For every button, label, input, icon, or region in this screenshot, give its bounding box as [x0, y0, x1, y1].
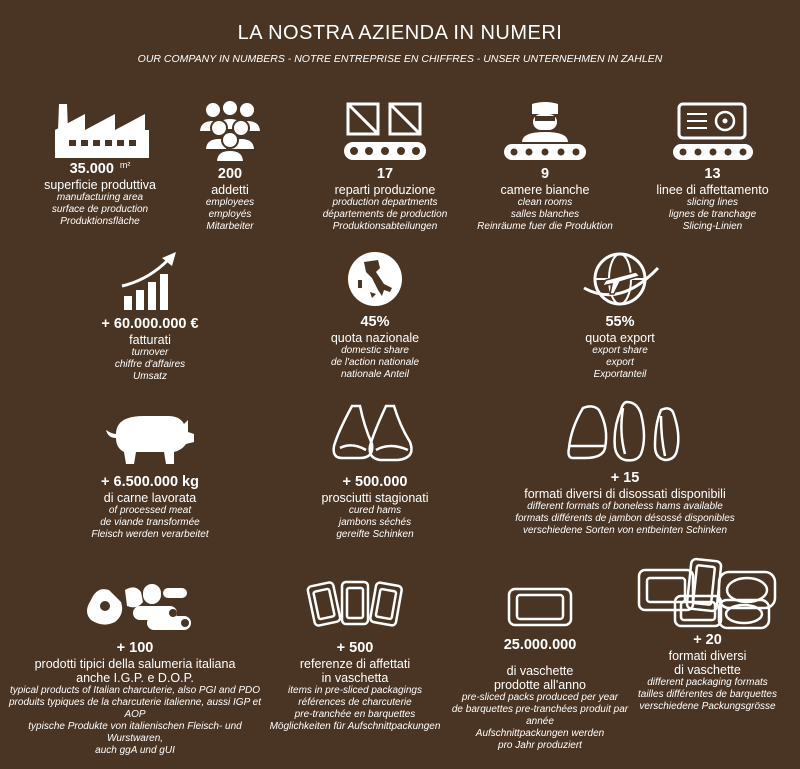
stat-employees — [165, 100, 295, 233]
stat-translation: Produktionsabteilungen — [332, 221, 438, 232]
stat-translation: chiffre d'affaires — [114, 359, 186, 370]
stat-translation: salles blanches — [510, 209, 580, 220]
stat-translation: Mitarbeiter — [206, 221, 254, 232]
stat-label: linee di affettamento — [656, 183, 769, 197]
stat-value: 35.000 — [69, 161, 114, 177]
stat-label: di carne lavorata — [103, 491, 197, 505]
stat-translation: références de charcuterie — [298, 697, 412, 708]
stat-value: 9 — [540, 166, 550, 182]
stat-translation: production departments — [332, 197, 438, 208]
stat-translation: items in pre-sliced packagings — [288, 685, 422, 696]
people-icon — [195, 100, 265, 162]
stat-translation: de barquettes pre-tranchées produit par année — [451, 704, 629, 727]
stat-translation: gereifte Schinken — [336, 529, 414, 540]
stat-label: addetti — [211, 183, 249, 197]
stat-label: fatturati — [129, 333, 171, 347]
stat-translation: domestic share — [341, 345, 409, 356]
stat-translation: employees — [205, 197, 255, 208]
stat-translation: manufacturing area — [56, 192, 144, 203]
page-subtitle: OUR COMPANY IN NUMBERS - NOTRE ENTREPRISE EN CHIFFRES - UNSER UNTERNEHMEN IN ZAHLEN — [137, 53, 663, 65]
stat-translation: verschiedene Packungsgrösse — [639, 701, 776, 712]
stat-label: referenze di affettati — [299, 657, 411, 671]
trays-icon — [307, 574, 403, 636]
stat-domestic-share — [290, 250, 460, 381]
stat-translation: turnover — [131, 347, 169, 358]
stat-label: quota nazionale — [330, 331, 420, 345]
stat-translation: nationale Anteil — [340, 369, 409, 380]
stat-translation: produits typiques de la charcuterie italienne, aussi IGP et AOP — [9, 697, 261, 720]
stat-translation: départements de production — [322, 209, 448, 220]
stat-value: + 20 — [693, 632, 722, 648]
stat-translation: surface de production — [51, 204, 149, 215]
charcuterie-icon — [77, 580, 193, 636]
factory-icon — [45, 100, 155, 158]
stat-label: reparti produzione — [334, 183, 436, 197]
stat-translation: export — [606, 357, 634, 368]
stat-processed-meat — [45, 410, 255, 541]
stat-translation: tailles différentes de barquettes — [638, 689, 777, 700]
stat-translation: pre-tranchée en barquettes — [294, 709, 416, 720]
stat-label: prosciutti stagionati — [321, 491, 429, 505]
stat-translation: Möglichkeiten für Aufschnittpackungen — [269, 721, 441, 732]
stat-translation: typische Produkte von italienischen Fleisch- und Wurstwaren, — [28, 721, 242, 744]
stat-translation: typical products of Italian charcuterie, also PGI and PDO — [9, 685, 261, 696]
stat-label: di vaschette — [674, 663, 741, 677]
stat-value: 45% — [360, 314, 390, 330]
italy-map-icon — [346, 250, 404, 308]
stat-label: in vaschetta — [321, 671, 389, 685]
stat-translation: pre-sliced packs produced per year — [461, 692, 619, 703]
stat-value: + 500.000 — [342, 474, 408, 490]
stat-translation: Produktionsfläche — [60, 216, 140, 227]
stat-cured-hams — [280, 402, 470, 541]
stat-label: formati diversi — [668, 649, 747, 663]
stat-label: quota export — [585, 331, 655, 345]
stat-translation: clean rooms — [517, 197, 573, 208]
stat-boneless-formats — [480, 398, 770, 537]
stat-translation: different formats of boneless hams available — [527, 501, 723, 512]
stat-translation: slicing lines — [686, 197, 739, 208]
stat-label: prodotte all'anno — [493, 678, 587, 692]
single-tray-icon — [505, 585, 575, 629]
boneless-hams-icon — [565, 398, 685, 464]
stat-translation: de l'action nationale — [330, 357, 420, 368]
stat-translation: pro Jahr produziert — [498, 740, 582, 751]
packaging-formats-icon — [635, 556, 781, 630]
stat-export-share — [535, 250, 705, 381]
stat-typical-products — [0, 580, 270, 757]
stat-packaging-formats — [615, 556, 800, 713]
stat-translation: of processed meat — [108, 505, 192, 516]
stat-value: + 500 — [336, 640, 374, 656]
stat-translation: Reinräume fuer die Produktion — [477, 221, 613, 232]
stat-label: di vaschette — [506, 664, 574, 678]
globe-plane-icon — [580, 250, 660, 308]
stat-value: 13 — [704, 166, 721, 182]
clean-room-worker-icon — [502, 100, 588, 162]
stat-value: 25.000.000 — [503, 637, 577, 653]
stat-value: + 15 — [610, 470, 640, 486]
hams-icon — [330, 402, 420, 466]
conveyor-boxes-icon — [342, 100, 428, 162]
stat-slicing-lines — [625, 100, 800, 233]
stat-translation: de viande transformée — [100, 517, 200, 528]
stat-sliced-references — [260, 574, 450, 733]
stat-clean-rooms — [455, 100, 635, 233]
stat-value: 200 — [217, 166, 243, 182]
stat-value: + 60.000.000 € — [101, 316, 199, 332]
stat-label: camere bianche — [500, 183, 590, 197]
stat-translation: auch ggA und gUI — [95, 745, 175, 756]
stat-value: + 100 — [116, 640, 154, 656]
stat-label: formati diversi di disossati disponibili — [524, 487, 726, 501]
stat-label: prodotti tipici della salumeria italiana — [34, 657, 236, 671]
stat-translation: Slicing-Linien — [682, 221, 743, 232]
stat-trays-per-year — [440, 585, 640, 752]
stat-translation: jambons séchés — [338, 517, 412, 528]
pig-icon — [102, 410, 198, 466]
stat-unit: m² — [119, 160, 131, 170]
stat-translation: Fleisch werden verarbeitet — [91, 529, 209, 540]
stat-value: 55% — [605, 314, 635, 330]
stat-translation: employés — [208, 209, 252, 220]
stat-translation: export share — [592, 345, 648, 356]
stat-turnover — [55, 252, 245, 383]
stat-translation: Aufschnittpackungen werden — [475, 728, 605, 739]
page-title: LA NOSTRA AZIENDA IN NUMERI — [237, 22, 563, 44]
stat-translation: cured hams — [348, 505, 402, 516]
stat-translation: verschiedene Sorten von entbeinten Schinken — [522, 525, 728, 536]
stat-translation: formats différents de jambon désossé disponibles — [515, 513, 735, 524]
stat-label: anche I.G.P. e D.O.P. — [76, 671, 194, 685]
growth-chart-icon — [120, 252, 180, 310]
stat-translation: lignes de tranchage — [668, 209, 757, 220]
stat-translation: Umsatz — [133, 371, 167, 382]
stat-value: 17 — [376, 166, 394, 182]
stat-value: + 6.500.000 kg — [101, 474, 199, 490]
stat-translation: Exportanteil — [593, 369, 647, 380]
stat-translation: different packaging formats — [647, 677, 768, 688]
stat-label: superficie produttiva — [44, 178, 156, 192]
slicing-line-icon — [673, 100, 753, 162]
